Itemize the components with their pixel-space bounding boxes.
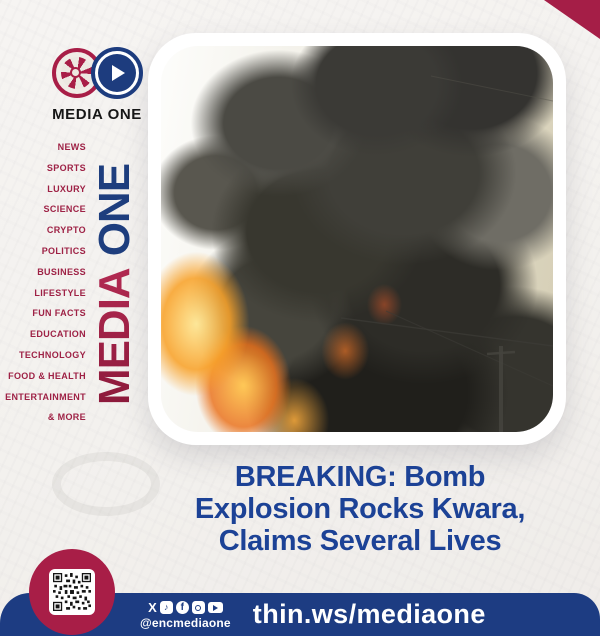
qr-code[interactable] (49, 569, 95, 615)
category-item: CRYPTO (46, 225, 86, 236)
headline-line-1: BREAKING: Bomb (234, 461, 486, 493)
social-icons-row (148, 601, 223, 615)
vertical-brand-one: ONE (90, 163, 139, 257)
category-item: EDUCATION (30, 329, 86, 340)
category-item: NEWS (57, 142, 86, 152)
category-item: SPORTS (46, 162, 86, 173)
brand-logo-text: MEDIA ONE (52, 106, 142, 123)
social-handle: @encmediaone (140, 615, 231, 630)
headline-line-3: Claims Several Lives (218, 524, 502, 557)
social-block (140, 601, 231, 630)
category-item: & MORE (47, 412, 86, 423)
category-item: POLITICS (41, 245, 86, 256)
vertical-brand-text (87, 138, 143, 431)
category-item: ENTERTAINMENT (5, 391, 86, 402)
tiktok-icon[interactable]: ♪ (160, 601, 173, 614)
play-icon (91, 47, 143, 99)
category-item: LIFESTYLE (34, 287, 86, 298)
photo-card (148, 33, 566, 445)
explosion-photo (161, 46, 553, 432)
corner-triangle-decoration (544, 0, 600, 39)
category-item: BUSINESS (37, 266, 86, 277)
youtube-icon[interactable] (208, 602, 223, 613)
category-item: LUXURY (47, 183, 86, 194)
headline (148, 462, 572, 558)
footer-url[interactable]: thin.ws/mediaone (252, 599, 486, 629)
brand-logo (42, 44, 152, 123)
facebook-icon[interactable]: f (176, 601, 189, 614)
headline-line-2: Explosion Rocks Kwara, (194, 492, 526, 525)
instagram-icon[interactable] (192, 601, 205, 614)
qr-pattern (53, 573, 91, 611)
power-lines-decoration (161, 46, 553, 432)
category-item: FOOD & HEALTH (8, 370, 86, 381)
qr-badge (29, 549, 115, 635)
category-item: FUN FACTS (32, 308, 86, 319)
category-list (4, 137, 86, 428)
vertical-brand-media: MEDIA (90, 268, 139, 406)
x-icon[interactable]: X (148, 600, 157, 615)
category-item: TECHNOLOGY (18, 349, 86, 360)
watermark-decoration (52, 452, 160, 516)
logo-circles (42, 44, 152, 102)
category-item: SCIENCE (43, 204, 86, 215)
